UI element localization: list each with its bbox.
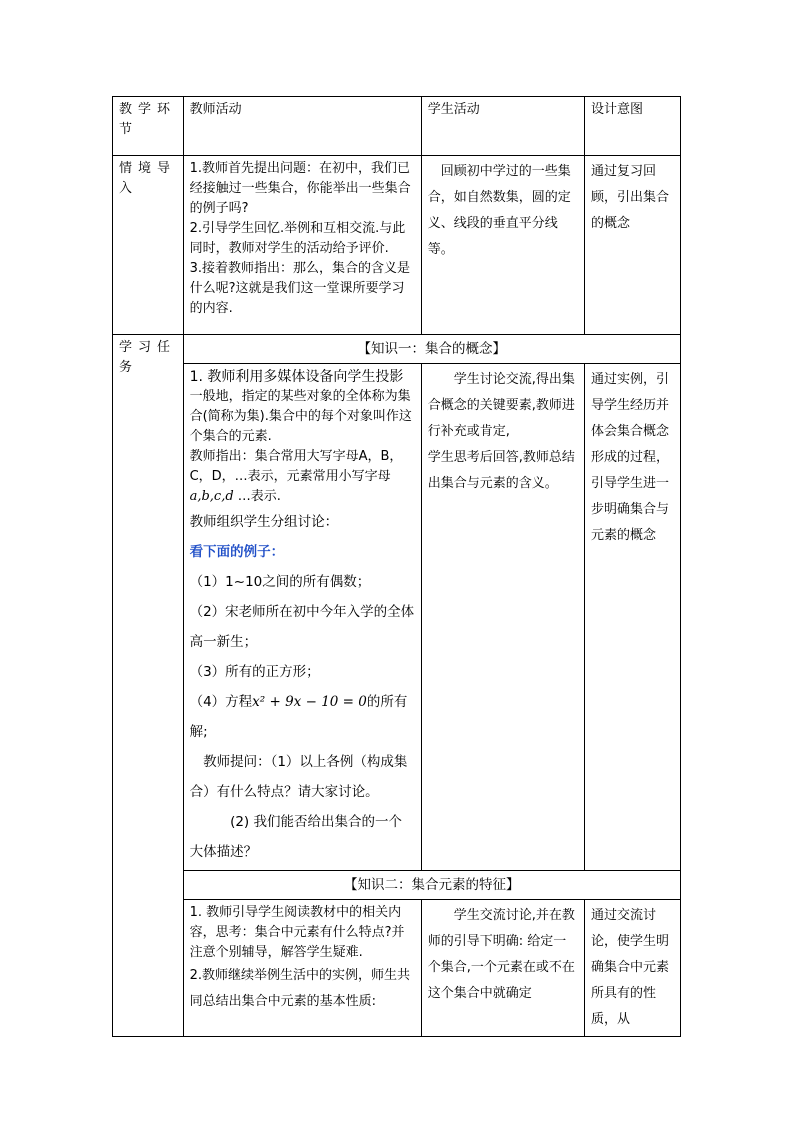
lesson-plan-table bbox=[112, 96, 681, 1037]
task-stage: 学习任务 bbox=[113, 335, 184, 1037]
s1-example4-suffix: 的所有解; bbox=[189, 694, 408, 740]
header-intent: 设计意图 bbox=[585, 97, 681, 156]
header-student: 学生活动 bbox=[421, 97, 584, 156]
s1-teacher-example3: （3）所有的正方形； bbox=[189, 664, 320, 680]
s1-student-p1: 学生讨论交流,得出集合概念的关键要素,教师进行补充或肯定, bbox=[427, 372, 575, 439]
s1-example4-prefix: （4）方程 bbox=[189, 694, 253, 710]
s1-example4-equation: x² + 9x − 10 = 0 bbox=[252, 694, 367, 710]
s1-teacher-p3-text: 教师指出：集合常用大写字母A，B，C，D，…表示，元素常用小写字母 bbox=[189, 449, 403, 484]
intro-student-text: 回顾初中学过的一些集合，如自然数集，圆的定义、线段的垂直平分线等。 bbox=[427, 164, 571, 257]
header-teacher: 教师活动 bbox=[183, 97, 421, 156]
intro-student-cell bbox=[421, 156, 584, 335]
intro-teacher-p3: 3.接着教师指出：那么，集合的含义是什么呢?这就是我们这一堂课所要学习的内容. bbox=[189, 261, 410, 316]
s1-teacher-examples-heading: 看下面的例子： bbox=[189, 544, 285, 560]
section1-row bbox=[113, 364, 681, 871]
s1-teacher-p2: 一般地，指定的某些对象的全体称为集合(简称为集).集合中的每个对象叫作这个集合的元素. bbox=[189, 389, 412, 444]
s1-teacher-p3-math: a,b,c,d bbox=[189, 489, 234, 504]
s1-teacher-p4: 教师组织学生分组讨论： bbox=[189, 514, 339, 530]
section2-title: 【知识二：集合元素的特征】 bbox=[183, 871, 680, 900]
intro-stage: 情境导入 bbox=[113, 156, 184, 335]
intro-teacher-cell bbox=[183, 156, 421, 335]
s1-teacher-cell bbox=[183, 364, 421, 871]
intro-teacher-p2: 2.引导学生回忆.举例和互相交流.与此同时，教师对学生的活动给予评价. bbox=[189, 221, 406, 256]
s2-student-text: 学生交流讨论,并在教师的引导下明确: 给定一个集合,一个元素在或不在这个集合中就确定 bbox=[427, 908, 575, 1001]
header-row bbox=[113, 97, 681, 156]
s1-teacher-example1: （1）1~10之间的所有偶数； bbox=[189, 574, 371, 590]
s1-teacher-example2: （2）宋老师所在初中今年入学的全体高一新生； bbox=[189, 604, 415, 650]
s2-teacher-p2: 2.教师继续举例生活中的实例，师生共同总结出集合中元素的基本性质: bbox=[189, 968, 410, 1009]
s1-teacher-p1: 1. 教师利用多媒体设备向学生投影 bbox=[189, 369, 404, 385]
s1-intent-cell bbox=[585, 364, 681, 871]
intro-teacher-p1: 1.教师首先提出问题：在初中，我们已经接触过一些集合，你能举出一些集合的例子吗? bbox=[189, 161, 411, 216]
intro-row bbox=[113, 156, 681, 335]
s1-teacher-p3-tail: …表示. bbox=[233, 489, 281, 504]
section2-row bbox=[113, 900, 681, 1037]
section1-title: 【知识一：集合的概念】 bbox=[183, 335, 680, 364]
s2-teacher-p1: 1. 教师引导学生阅读教材中的相关内容，思考：集合中元素有什么特点?并注意个别辅导，解答学生疑难. bbox=[189, 905, 405, 960]
s2-teacher-cell bbox=[183, 900, 421, 1037]
s1-teacher-question1: 教师提问：（1）以上各例（构成集合）有什么特点？请大家讨论。 bbox=[189, 754, 408, 800]
s1-student-cell bbox=[421, 364, 584, 871]
s1-teacher-example4 bbox=[190, 687, 415, 747]
s2-student-cell bbox=[421, 900, 584, 1037]
s2-intent-text: 通过交流讨论，使学生明确集合中元素所具有的性质，从 bbox=[591, 908, 670, 1027]
s1-teacher-question2: (2) 我们能否给出集合的一个大体描述？ bbox=[189, 814, 402, 860]
s1-teacher-p3 bbox=[190, 447, 415, 507]
s1-intent-text: 通过实例，引导学生经历并体会集合概念形成的过程，引导学生进一步明确集合与元素的概念 bbox=[591, 372, 670, 543]
section2-title-row bbox=[113, 871, 681, 900]
intro-intent-cell bbox=[585, 156, 681, 335]
header-stage: 教学环节 bbox=[113, 97, 184, 156]
s2-intent-cell bbox=[585, 900, 681, 1037]
s1-student-p2: 学生思考后回答,教师总结出集合与元素的含义。 bbox=[427, 450, 575, 491]
intro-intent-text: 通过复习回顾，引出集合的概念 bbox=[591, 164, 670, 231]
section1-title-row bbox=[113, 335, 681, 364]
